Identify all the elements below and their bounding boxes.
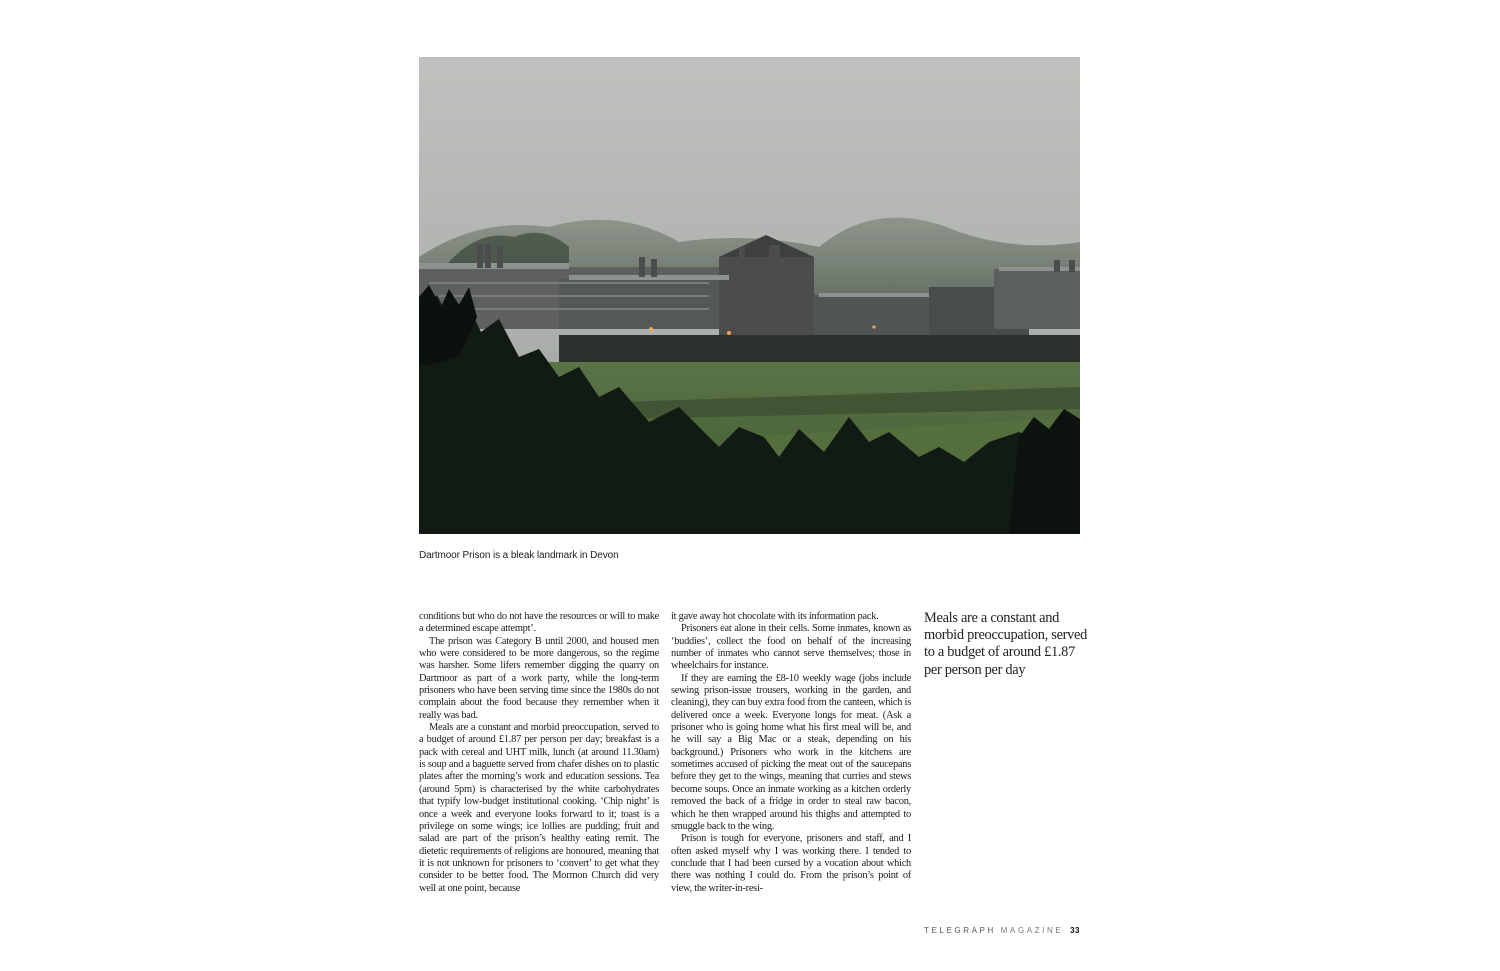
prison-landscape-image [419,57,1080,534]
photo-caption: Dartmoor Prison is a bleak landmark in Devon [419,550,619,561]
body-paragraph: Prison is tough for everyone, prisoners and staff, and I often asked myself why I was working there. I tended to conclude that I had been cursed by a vocation about which there was nothing I could do. From the prison’s point of view, the writer-in-resi- [671,833,911,894]
body-paragraph: The prison was Category B until 2000, and housed men who were considered to be more dangerous, so the regime was harsher. Some lifers remember digging the quarry on Dartmoor as part of a work party, while the long-term prisoners who have been serving time since the 1980s do not complain about the food because they remember when it really was bad. [419,635,659,721]
body-paragraph: it gave away hot chocolate with its information pack. [671,611,879,622]
magazine-brand-suffix: MAGAZINE [1000,926,1064,935]
magazine-brand: TELEGRAPH [923,926,996,935]
article-photo [419,57,1080,534]
body-paragraph: Prisoners eat alone in their cells. Some inmates, known as ‘buddies’, collect the food on behalf of the increasing number of inmates who cannot serve themselves; those in wheelchairs for instance. [671,623,911,672]
body-paragraph: conditions but who do not have the resources or will to make a determined escape attempt’. [419,611,659,635]
page-folio [924,926,1080,935]
article-column-1 [419,611,659,895]
body-paragraph: If they are earning the £8-10 weekly wage (jobs include sewing prison-issue trousers, working in the garden, and cleaning), they can buy extra food from the canteen, which is delivered once a week. Everyone longs for meat. (Ask a prisoner who is going home what his first meal will be, and he will say a Big Mac or a steak, depending on his background.) Prisoners who work in the kitchens are sometimes accused of picking the meat out of the saucepans before they get to the wings, meaning that curries and stews become soups. Once an inmate working as a kitchen orderly removed the back of a fridge in order to steal raw bacon, which he then wrapped around his thighs and attempted to smuggle back to the wing. [671,672,911,832]
article-column-2 [671,611,911,895]
page-number: 33 [1070,926,1080,935]
body-paragraph: Meals are a constant and morbid preoccupation, served to a budget of around £1.87 per person per day; breakfast is a pack with cereal and UHT milk, lunch (at around 11.30am) is soup and a baguette served from chafer dishes on to plastic plates after the morning’s work and education sessions. Tea (around 5pm) is characterised by the white carbohydrates that typify low-budget institutional cooking. ‘Chip night’ is once a week and everyone looks forward to it; toast is a privilege on some wings; ice lollies are pudding; fruit and salad are part of the prison’s healthy eating remit. The dietetic requirements of religions are honoured, meaning that it is not unknown for prisoners to ‘convert’ to get what they consider to be better food. The Mormon Church did very well at one point, because [419,722,659,894]
pull-quote: Meals are a constant and morbid preoccupation, served to a budget of around £1.87 per person per day [924,610,1088,678]
